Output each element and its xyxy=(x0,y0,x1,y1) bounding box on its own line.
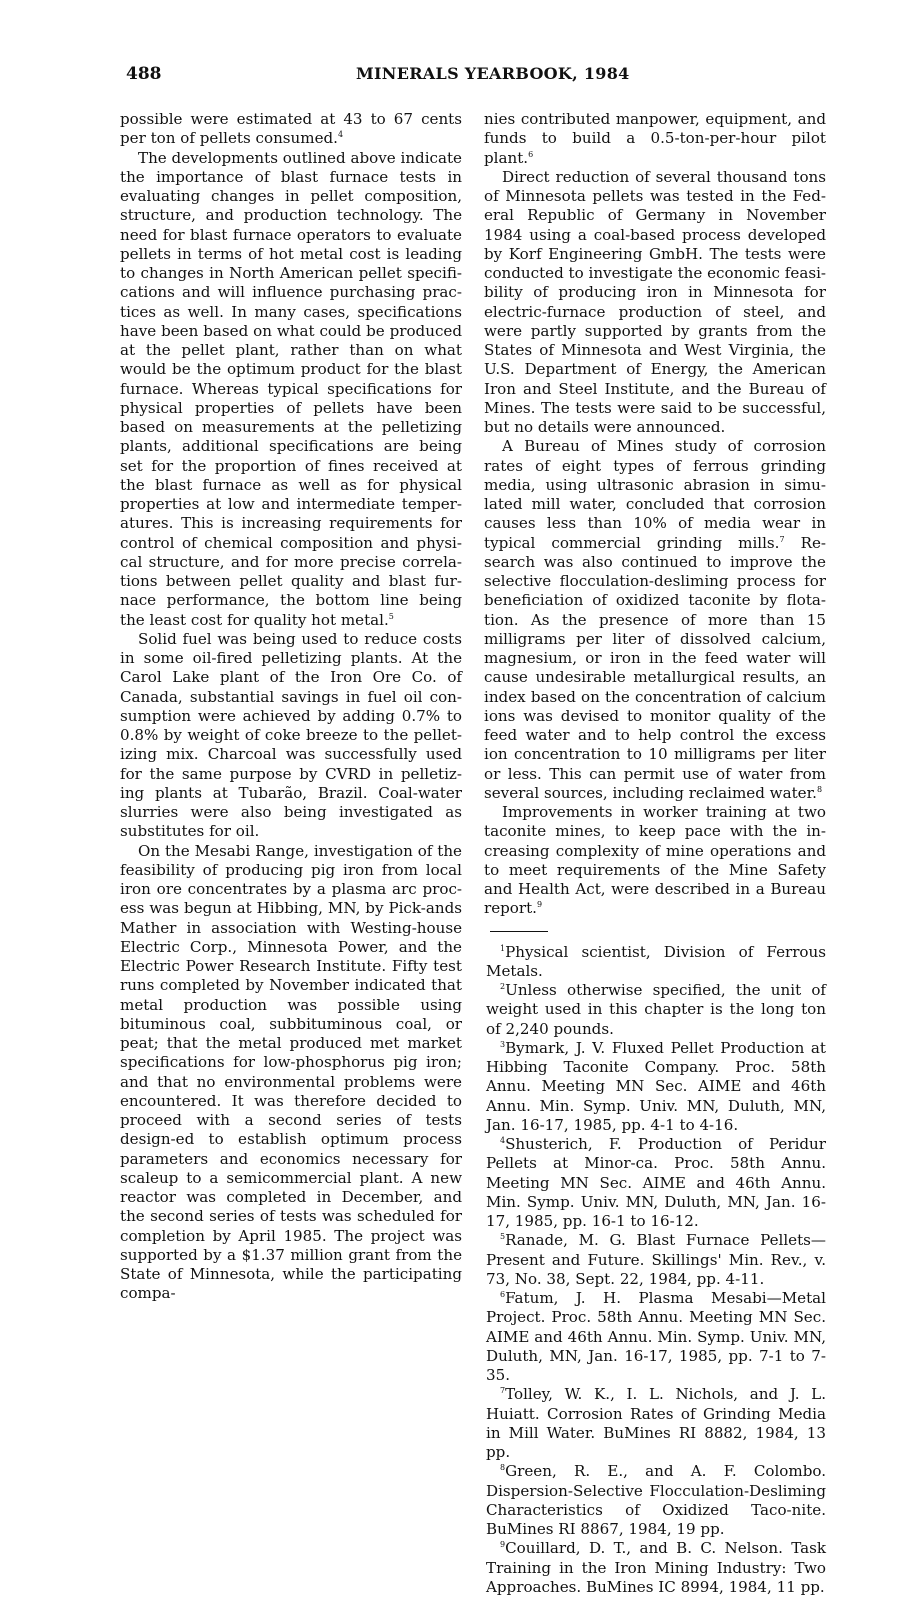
paragraph: possible were estimated at 43 to 67 cents per ton of pellets consumed.$^4$ xyxy=(120,110,462,149)
running-title: MINERALS YEARBOOK, 1984 xyxy=(356,64,630,83)
footnote: $^8$Green, R. E., and A. F. Colombo. Dispersion-Selective Flocculation-Desliming Characteristics of Oxidized Taco-nite. BuMines RI 8867, 1984, 19 pp. xyxy=(486,1462,826,1539)
footnote: $^3$Bymark, J. V. Fluxed Pellet Production at Hibbing Taconite Company. Proc. 58th Annu. Meeting MN Sec. AIME and 46th Annu. Min. Symp. Univ. MN, Duluth, MN, Jan. 16-17, 1985, pp. 4-1 to 4-16. xyxy=(486,1039,826,1135)
page-header xyxy=(126,64,846,88)
footnote: $^2$Unless otherwise specified, the unit of weight used in this chapter is the long ton of 2,240 pounds. xyxy=(486,981,826,1039)
footnote-ref: 8 xyxy=(817,785,822,794)
footnote-ref: 5 xyxy=(389,611,394,620)
footnote-ref: 6 xyxy=(528,149,533,158)
paragraph: On the Mesabi Range, investigation of the feasibility of producing pig iron from local iron ore concentrates by a plasma arc proc-ess was begun at Hibbing, MN, by Pick-ands Mather in association with Westing-house Electric Corp., Minnesota Power, and the Electric Power Research Institute. Fifty test runs completed by November indicated that metal production was possible using bituminous coal, subbituminous coal, or peat; that the metal produced met market specifications for low-phosphorus pig iron; and that no environmental problems were encountered. It was therefore decided to proceed with a second series of tests design-ed to establish optimum process parameters and economics necessary for scaleup to a semicommercial plant. A new reactor was completed in December, and the second series of tests was scheduled for completion by April 1985. The project was supported by a $1.37 million grant from the State of Minnesota, while the participating compa- xyxy=(120,842,462,1304)
footnote: $^6$Fatum, J. H. Plasma Mesabi—Metal Project. Proc. 58th Annu. Meeting MN Sec. AIME and 46th Annu. Min. Symp. Univ. MN, Duluth, MN, Jan. 16-17, 1985, pp. 7-1 to 7-35. xyxy=(486,1289,826,1385)
left-column xyxy=(120,110,462,1304)
paragraph: The developments outlined above indicate the importance of blast furnace tests in evaluating changes in pellet composition, structure, and production technology. The need for blast furnace operators to evaluate pellets in terms of hot metal cost is leading to changes in North American pellet specifi-cations and will influence purchasing prac-tices as well. In many cases, specifications have been based on what could be produced at the pellet plant, rather than on what would be the optimum product for the blast furnace. Whereas typical specifications for physical properties of pellets have been based on measurements at the pelletizing plants, additional specifications are being set for the proportion of fines received at the blast furnace as well as for physical properties at low and intermediate temper-atures. This is increasing requirements for control of chemical composition and physi-cal structure, and for more precise correla-tions between pellet quality and blast fur-nace performance, the bottom line being the least cost for quality hot metal.$^5$ xyxy=(120,149,462,630)
right-column xyxy=(484,110,826,1597)
paragraph: nies contributed manpower, equipment, and funds to build a 0.5-ton-per-hour pilot plant.$^6$ xyxy=(484,110,826,168)
paragraph: Solid fuel was being used to reduce costs in some oil-fired pelletizing plants. At the Carol Lake plant of the Iron Ore Co. of Canada, substantial savings in fuel oil con-sumption were achieved by adding 0.7% to 0.8% by weight of coke breeze to the pellet-izing mix. Charcoal was successfully used for the same purpose by CVRD in pelletiz-ing plants at Tubarão, Brazil. Coal-water slurries were also being investigated as substitutes for oil. xyxy=(120,630,462,842)
footnote-divider xyxy=(490,931,548,932)
footnote: $^5$Ranade, M. G. Blast Furnace Pellets—Present and Future. Skillings' Min. Rev., v. 73, No. 38, Sept. 22, 1984, pp. 4-11. xyxy=(486,1231,826,1289)
footnote-ref: 9 xyxy=(537,900,542,909)
paragraph: Direct reduction of several thousand tons of Minnesota pellets was tested in the Fed-eral Republic of Germany in November 1984 using a coal-based process developed by Korf Engineering GmbH. The tests were conducted to investigate the economic feasi-bility of producing iron in Minnesota for electric-furnace production of steel, and were partly supported by grants from the States of Minnesota and West Virginia, the U.S. Department of Energy, the American Iron and Steel Institute, and the Bureau of Mines. The tests were said to be successful, but no details were announced. xyxy=(484,168,826,438)
footnote-ref: 7 xyxy=(779,534,784,543)
footnote: $^1$Physical scientist, Division of Ferrous Metals. xyxy=(486,943,826,982)
footnote: $^9$Couillard, D. T., and B. C. Nelson. Task Training in the Iron Mining Industry: Two Approaches. BuMines IC 8994, 1984, 11 pp. xyxy=(486,1539,826,1597)
paragraph: Improvements in worker training at two taconite mines, to keep pace with the in-creasing complexity of mine operations and to meet requirements of the Mine Safety and Health Act, were described in a Bureau report.$^9$ xyxy=(484,803,826,919)
footnotes xyxy=(484,943,826,1597)
footnote-ref: 4 xyxy=(338,130,343,139)
footnote: $^7$Tolley, W. K., I. L. Nichols, and J. L. Huiatt. Corrosion Rates of Grinding Media in Mill Water. BuMines RI 8882, 1984, 13 pp. xyxy=(486,1385,826,1462)
paragraph: A Bureau of Mines study of corrosion rates of eight types of ferrous grinding media, using ultrasonic abrasion in simu-lated mill water, concluded that corrosion causes less than 10% of media wear in typical commercial grinding mills.$^7$ Re-search was also continued to improve the selective flocculation-desliming process for beneficiation of oxidized taconite by flota-tion. As the presence of more than 15 milligrams per liter of dissolved calcium, magnesium, or iron in the feed water will cause undesirable metallurgical results, an index based on the concentration of calcium ions was devised to monitor quality of the feed water and to help control the excess ion concentration to 10 milligrams per liter or less. This can permit use of water from several sources, including reclaimed water.$^8$ xyxy=(484,437,826,803)
footnote: $^4$Shusterich, F. Production of Peridur Pellets at Minor-ca. Proc. 58th Annu. Meeting MN Sec. AIME and 46th Annu. Min. Symp. Univ. MN, Duluth, MN, Jan. 16-17, 1985, pp. 16-1 to 16-12. xyxy=(486,1135,826,1231)
page-number: 488 xyxy=(126,64,162,84)
